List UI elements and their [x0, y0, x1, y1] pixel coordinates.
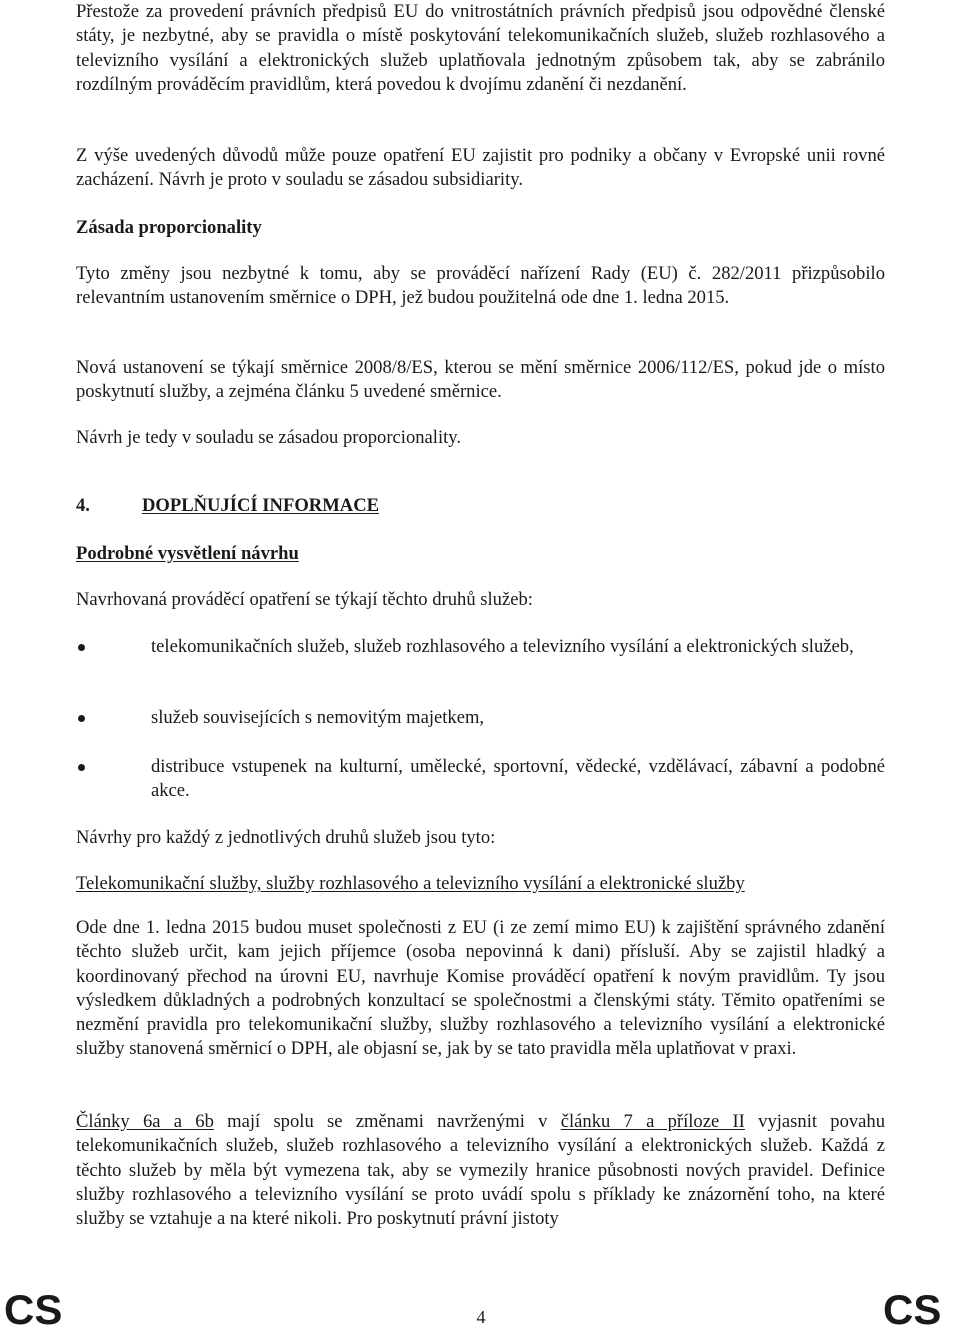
section-heading: [76, 494, 885, 518]
page-number: 4: [476, 1307, 486, 1327]
list-item-text: distribuce vstupenek na kulturní, umělecké, sportovní, vědecké, vzdělávací, zábavní a podobné akce.: [151, 756, 885, 802]
footer-language-left: CS: [4, 1286, 63, 1333]
paragraph-service-types-intro: Navrhovaná prováděcí opatření se týkají těchto druhů služeb:: [76, 589, 533, 610]
paragraph-changes: Tyto změny jsou nezbytné k tomu, aby se prováděcí nařízení Rady (EU) č. 282/2011 přizpůsobilo relevantním ustanovením směrnice o DPH, jež budou použitelná ode dne 1. ledna 2015.: [76, 263, 885, 309]
footer-language-right: CS: [883, 1286, 942, 1333]
list-item-text: služeb souvisejících s nemovitým majetkem,: [151, 707, 485, 728]
paragraph-proportionality-conclusion: Návrh je tedy v souladu se zásadou proporcionality.: [76, 427, 462, 448]
bullet-icon: [78, 644, 85, 651]
heading-telecom-services: Telekomunikační služby, služby rozhlasového a televizního vysílání a elektronické služby: [76, 873, 745, 894]
paragraph-subsidiarity: Z výše uvedených důvodů může pouze opatření EU zajistit pro podniky a občany v Evropské unii rovné zacházení. Návrh je proto v souladu se zásadou subsidiarity.: [76, 145, 885, 191]
article-annex-reference-link: článku 7 a příloze II: [560, 1111, 745, 1132]
section-number: 4.: [76, 495, 90, 516]
paragraph-articles-text: mají spolu se změnami navrženými v: [213, 1111, 561, 1132]
heading-detailed-explanation: Podrobné vysvětlení návrhu: [76, 543, 299, 564]
section-title: DOPLŇUJÍCÍ INFORMACE: [141, 495, 380, 516]
bullet-icon: [78, 715, 85, 722]
paragraph-telecom-details: Ode dne 1. ledna 2015 budou muset společnosti z EU (i ze zemí mimo EU) k zajištění správného zdanění těchto služeb určit, kam jejich příjemce (osoba nepovinná k dani) přísluší. Aby se zajistil hladký a koordinovaný přechod na úrovni EU, navrhuje Komise prováděcí opatření k novým pravidlům. Ty jsou výsledkem důkladných a podrobných konzultací se společnostmi a členskými státy. Těmito opatřeními se nezmění pravidla pro telekomunikační služby, služby rozhlasového a televizního vysílání a elektronické služby stanovená směrnicí o DPH, ale objasní se, jak by se tato pravidla měla uplatňovat v praxi.: [76, 917, 885, 1060]
paragraph-proposals-intro: Návrhy pro každý z jednotlivých druhů služeb jsou tyto:: [76, 827, 496, 848]
list-item-text: telekomunikačních služeb, služeb rozhlasového a televizního vysílání a elektronických služeb,: [151, 636, 854, 657]
heading-proportionality: Zásada proporcionality: [76, 217, 262, 238]
paragraph-new-provisions: Nová ustanovení se týkají směrnice 2008/8/ES, kterou se mění směrnice 2006/112/ES, pokud jde o místo poskytnutí služby, a zejména článku 5 uvedené směrnice.: [76, 357, 885, 403]
paragraph-articles-text-rest: vyjasnit povahu telekomunikačních služeb, služeb rozhlasového a televizního vysílání a elektronických služeb. Každá z těchto služeb by měla být vymezena tak, aby se vymezily hranice působnosti nových pravidel. Definice služby rozhlasového a televizního vysílání se proto uvádí spolu s příklady ke znázornění toho, na které služby se vztahuje a na které nikoli. Pro poskytnutí právní jistoty: [76, 1111, 886, 1230]
bullet-icon: [78, 764, 85, 771]
paragraph-articles: [76, 1110, 885, 1231]
paragraph-eu-legislation: Přestože za provedení právních předpisů EU do vnitrostátních právních předpisů jsou odpovědné členské státy, je nezbytné, aby se pravidla o místě poskytování telekomunikačních služeb, služeb rozhlasového a televizního vysílání a elektronických služeb uplatňovala jednotným způsobem tak, aby se zabránilo rozdílným prováděcím pravidlům, která povedou k dvojímu zdanění či nezdanění.: [76, 1, 885, 95]
article-reference-link: Články 6a a 6b: [76, 1111, 214, 1132]
